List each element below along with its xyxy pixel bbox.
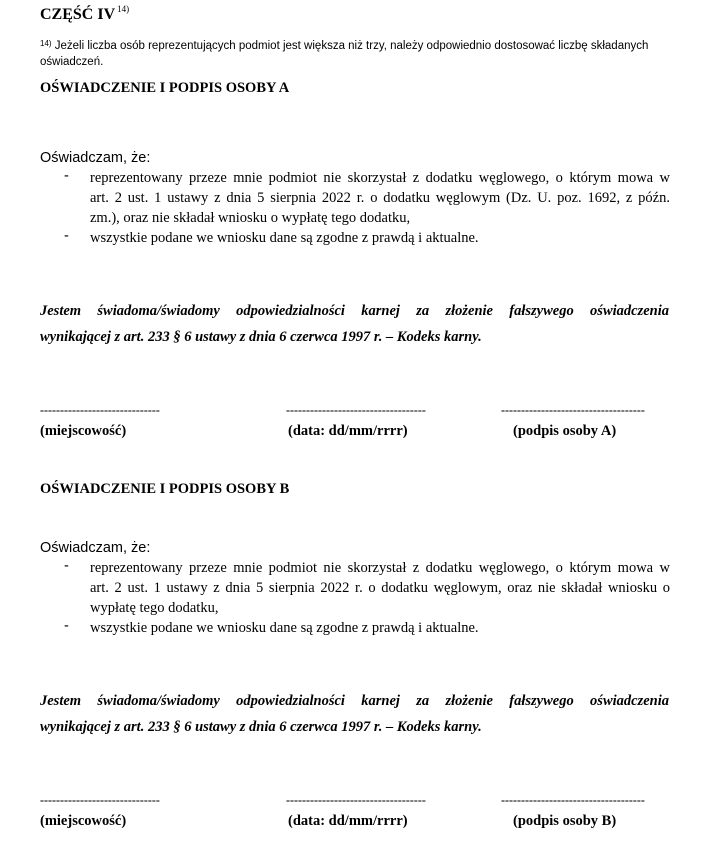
- section-a-liability-statement: [40, 298, 669, 350]
- section-a-date-label: (data: dd/mm/rrrr): [288, 423, 408, 439]
- section-a-statement-line: wynikającej z art. 233 § 6 ustawy z dnia 6 czerwca 1997 r. – Kodeks karny.: [40, 329, 482, 345]
- part-title-text: CZĘŚĆ IV: [40, 6, 116, 23]
- footnote-text-continued: oświadczeń.: [40, 56, 104, 68]
- section-b-bullet-1-line: reprezentowany przeze mnie podmiot nie skorzystał z dodatku węglowego, o którym mowa w: [90, 560, 670, 576]
- footnote-text: Jeżeli liczba osób reprezentujących podmiot jest większa niż trzy, należy odpowiednio dostosować liczbę składanych: [54, 40, 649, 52]
- footnote: [40, 38, 680, 70]
- footnote-reference: 14): [117, 4, 130, 14]
- section-b-signature-label: (podpis osoby B): [513, 813, 617, 829]
- footnote-marker: 14): [40, 39, 52, 48]
- section-b-intro: Oświadczam, że:: [40, 540, 151, 556]
- section-a-date-line: -----------------------------------: [286, 403, 426, 417]
- part-title: [40, 6, 129, 24]
- section-a-bullet-2: [90, 228, 670, 248]
- section-b-bullet-1-line: wypłatę tego dodatku,: [90, 600, 219, 616]
- section-b-bullet-2-text: wszystkie podane we wniosku dane są zgodne z prawdą i aktualne.: [90, 620, 479, 636]
- section-a-bullet-1-line: art. 2 ust. 1 ustawy z dnia 5 sierpnia 2022 r. o dodatku węglowym (Dz. U. poz. 1692, z późn.: [90, 190, 670, 206]
- section-b-date-line: -----------------------------------: [286, 793, 426, 807]
- section-a-bullet-1: [90, 168, 670, 228]
- section-b-statement-line: Jestem świadoma/świadomy odpowiedzialności karnej za złożenie fałszywego oświadczenia: [40, 693, 669, 709]
- section-a-signature-label: (podpis osoby A): [513, 423, 617, 439]
- section-b-bullet-1-marker: -: [64, 558, 69, 574]
- section-a-bullet-1-marker: -: [64, 168, 69, 184]
- section-a-bullet-2-marker: -: [64, 228, 69, 244]
- section-b-liability-statement: [40, 688, 669, 740]
- section-b-date-label: (data: dd/mm/rrrr): [288, 813, 408, 829]
- section-b-place-line: ------------------------------: [40, 793, 160, 807]
- section-b-bullet-1-line: art. 2 ust. 1 ustawy z dnia 5 sierpnia 2022 r. o dodatku węglowym, oraz nie składał wniosku o: [90, 580, 670, 596]
- section-b-bullet-2: [90, 618, 670, 638]
- section-b-statement-line: wynikającej z art. 233 § 6 ustawy z dnia 6 czerwca 1997 r. – Kodeks karny.: [40, 719, 482, 735]
- section-b-heading: OŚWIADCZENIE I PODPIS OSOBY B: [40, 481, 290, 497]
- section-a-heading: OŚWIADCZENIE I PODPIS OSOBY A: [40, 80, 290, 96]
- section-b-bullet-1: [90, 558, 670, 618]
- section-a-bullet-2-text: wszystkie podane we wniosku dane są zgodne z prawdą i aktualne.: [90, 230, 479, 246]
- section-a-signature-line: ------------------------------------: [501, 403, 645, 417]
- section-a-bullet-1-line: zm.), oraz nie składał wniosku o wypłatę tego dodatku,: [90, 210, 411, 226]
- section-b-place-label: (miejscowość): [40, 813, 127, 829]
- section-a-place-line: ------------------------------: [40, 403, 160, 417]
- section-b-bullet-2-marker: -: [64, 618, 69, 634]
- section-a-intro: Oświadczam, że:: [40, 150, 151, 166]
- section-a-place-label: (miejscowość): [40, 423, 127, 439]
- section-a-statement-line: Jestem świadoma/świadomy odpowiedzialności karnej za złożenie fałszywego oświadczenia: [40, 303, 669, 319]
- section-a-bullet-1-line: reprezentowany przeze mnie podmiot nie skorzystał z dodatku węglowego, o którym mowa w: [90, 170, 670, 186]
- section-b-signature-line: ------------------------------------: [501, 793, 645, 807]
